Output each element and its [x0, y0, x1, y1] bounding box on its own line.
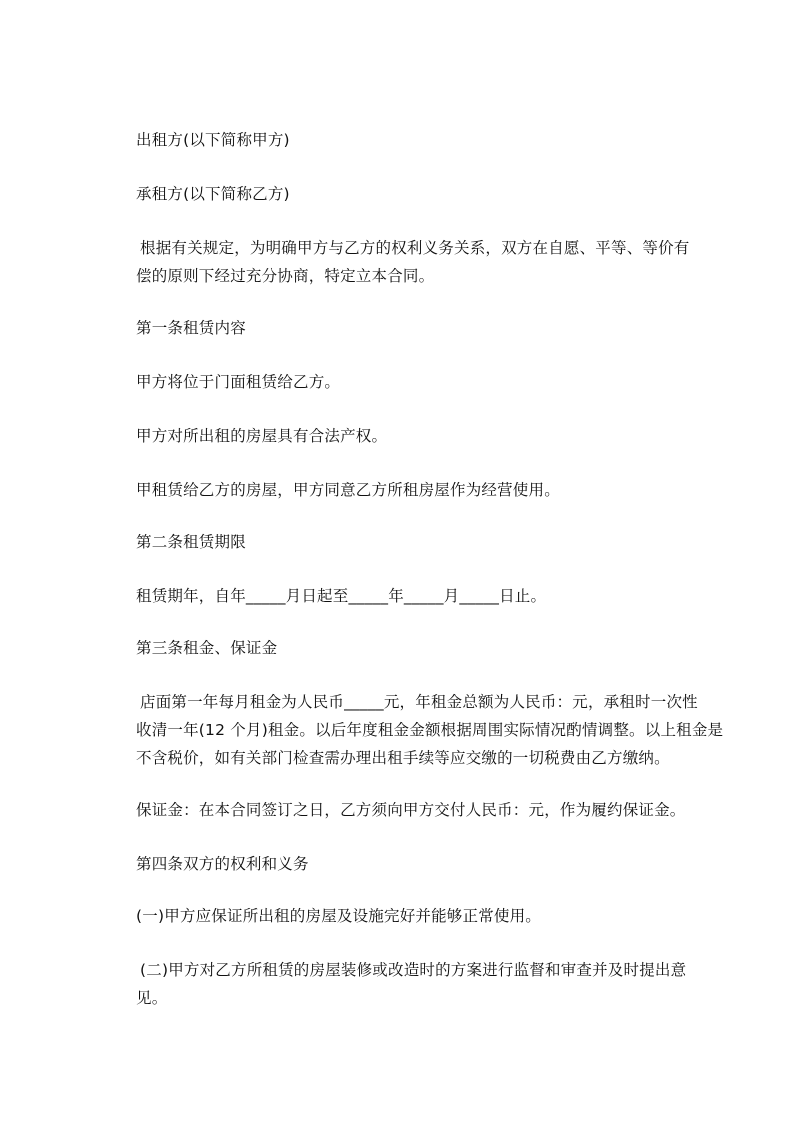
article-3-rent-line-2: 收清一年(12 个月)租金。以后年度租金金额根据周围实际情况酌情调整。以上租金是: [136, 721, 724, 739]
article-2-clause-1: 租赁期年，自年_____月日起至_____年_____月_____日止。: [136, 587, 547, 605]
party-a-line: 出租方(以下简称甲方): [136, 131, 290, 149]
article-1-heading: 第一条租赁内容: [136, 319, 246, 337]
article-1-clause-2: 甲方对所出租的房屋具有合法产权。: [136, 427, 388, 445]
article-4-clause-1: (一)甲方应保证所出租的房屋及设施完好并能够正常使用。: [136, 907, 541, 925]
article-3-rent-line-3: 不含税价，如有关部门检查需办理出租手续等应交缴的一切税费由乙方缴纳。: [136, 749, 670, 767]
article-3-rent-line-1: 店面第一年每月租金为人民币_____元，年租金总额为人民币：元，承租时一次性: [140, 693, 698, 711]
article-3-deposit: 保证金：在本合同签订之日，乙方须向甲方交付人民币：元，作为履约保证金。: [136, 801, 686, 819]
preamble-line-1: 根据有关规定，为明确甲方与乙方的权利义务关系，双方在自愿、平等、等价有: [140, 239, 690, 257]
article-4-clause-2-line-1: (二)甲方对乙方所租赁的房屋装修或改造时的方案进行监督和审查并及时提出意: [140, 961, 687, 979]
article-4-clause-2-line-2: 见。: [136, 989, 168, 1007]
party-b-line: 承租方(以下简称乙方): [136, 185, 290, 203]
article-1-clause-1: 甲方将位于门面租赁给乙方。: [136, 373, 341, 391]
preamble-line-2: 偿的原则下经过充分协商，特定立本合同。: [136, 267, 435, 285]
article-2-heading: 第二条租赁期限: [136, 533, 246, 551]
article-1-clause-3: 甲租赁给乙方的房屋，甲方同意乙方所租房屋作为经营使用。: [136, 481, 560, 499]
article-3-heading: 第三条租金、保证金: [136, 639, 278, 657]
article-4-heading: 第四条双方的权利和义务: [136, 855, 309, 873]
